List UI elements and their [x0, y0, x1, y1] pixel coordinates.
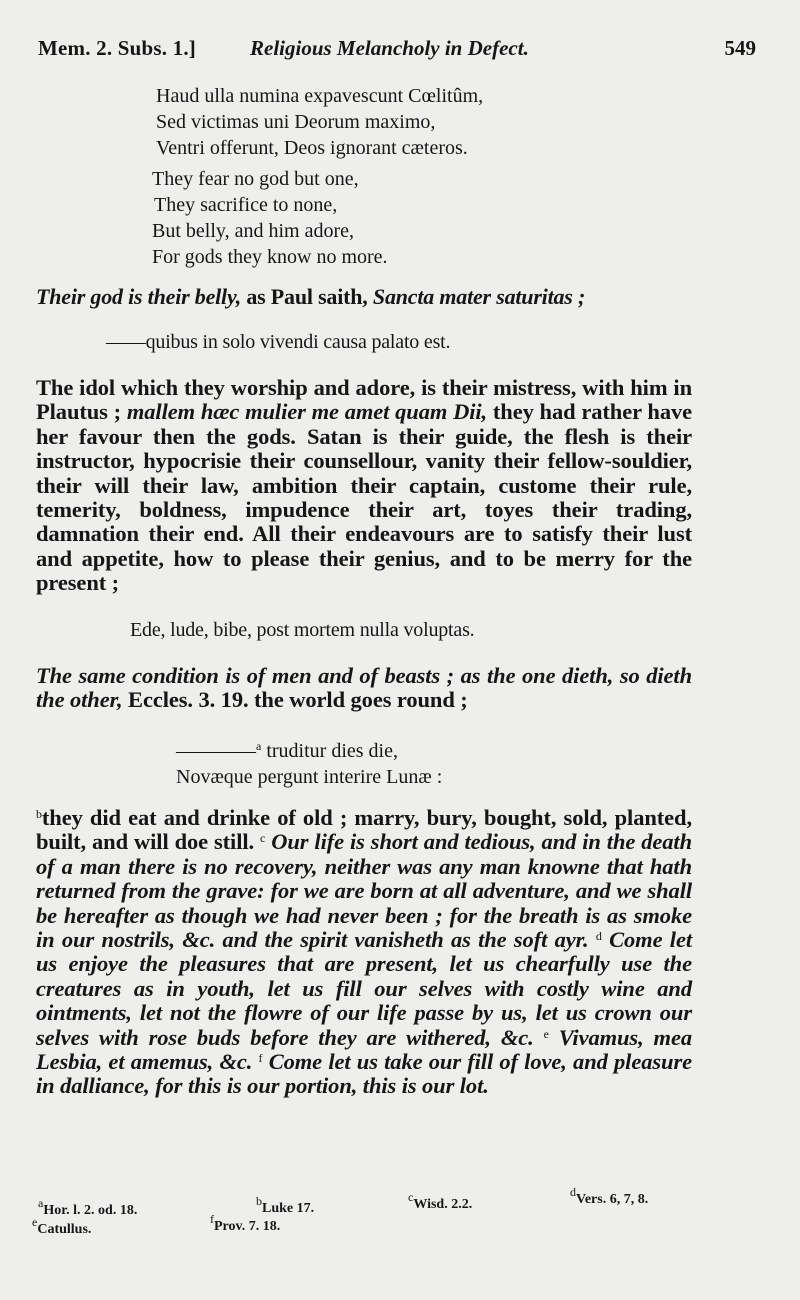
verse-line: [176, 738, 442, 764]
quotation-ede-lude: Ede, lude, bibe, post mortem nulla voluptas.: [130, 619, 475, 641]
paragraph-idol: [36, 376, 692, 596]
footnote-mark: c: [408, 1190, 414, 1204]
footnote-marker: d: [595, 929, 602, 944]
verse-line: Sed victimas uni Deorum maximo,: [156, 111, 436, 133]
verse-line: For gods they know no more.: [152, 246, 388, 268]
plautus-quote: mallem hæc mulier me amet quam Dii,: [126, 399, 488, 425]
verse-dash: ————: [176, 740, 256, 762]
footnote-text: Hor. l. 2. od. 18.: [43, 1203, 138, 1218]
latin-verse: [156, 83, 483, 161]
eccles-ref: Eccles. 3. 19. the world goes round ;: [122, 687, 468, 713]
belly-quote: Their god is their belly,: [36, 284, 242, 309]
footnote-mark: f: [210, 1212, 214, 1226]
wisdom-quote: Come let us enjoye the pleasures that are present, let us chearfully use the creatures as in youth, let us fill our selves with costly wine and ointments, let not the flowre of our life passe by us, let us crown our selves with rose buds before they are withered, &c.: [36, 927, 692, 1050]
verse-line: They fear no god but one,: [152, 168, 359, 190]
footnote-e: [32, 1215, 92, 1238]
horace-verse: [176, 738, 442, 790]
footnote-marker: b: [36, 807, 42, 821]
belly-line: [36, 284, 585, 310]
proverbs-quote: Come let us take our fill of love, and pleasure in dalliance, for this is our portion, this is our lot.: [36, 1049, 692, 1099]
verse-line: Novæque pergunt interire Lunæ :: [176, 766, 443, 788]
running-title: Religious Melancholy in Defect.: [250, 36, 529, 60]
paragraph-eat-drink: [36, 806, 692, 1099]
running-header: [38, 36, 756, 66]
page-number: 549: [724, 36, 756, 60]
paragraph-text: The idol which they worship and adore, is their mistress, with him in Plautus ;: [36, 375, 692, 425]
verse-text: truditur dies die,: [261, 740, 398, 762]
footnote-marker: c: [260, 831, 266, 846]
verse-line: Haud ulla numina expavescunt Cœlitûm,: [156, 85, 484, 107]
catullus-quote: Vivamus, mea Lesbia, et amemus, &c.: [36, 1024, 692, 1075]
footnote-mark: d: [570, 1185, 576, 1199]
footnote-b: [256, 1194, 315, 1217]
paragraph-text: they did eat and drinke of old ; marry, bury, bought, sold, planted, built, and will doe still.: [36, 805, 692, 855]
quotation-palato: ——quibus in solo vivendi causa palato est.: [106, 331, 451, 353]
footnote-text: Wisd. 2.2.: [413, 1197, 473, 1212]
footnote-mark: a: [38, 1196, 44, 1210]
footnote-d: [570, 1185, 649, 1208]
footnote-c: [408, 1190, 473, 1213]
eccles-quote: The same condition is of men and of beasts ; as the one dieth, so dieth the other,: [36, 663, 692, 713]
belly-latin: Sancta mater saturitas ;: [372, 284, 586, 309]
footnote-marker: f: [258, 1051, 263, 1066]
footnote-marker: a: [256, 739, 262, 753]
footnote-a: [38, 1196, 138, 1219]
footnote-mark: b: [256, 1194, 262, 1208]
paragraph-text: they had rather have her favour then the gods. Satan is their guide, the flesh is their instructor, hypocrisie their counsellour, vanity their fellow-souldier, their will their law, ambition their captain, custome their rule, temerity, boldness, impudence their art, toyes their trading, damnation their end. All their endeavours are to satisfy their lust and appetite, how to please their genius, and to be merry for the present ;: [36, 399, 692, 596]
footnote-text: Luke 17.: [262, 1201, 315, 1216]
footnote-marker: e: [543, 1026, 549, 1041]
section-reference: Mem. 2. Subs. 1.]: [38, 36, 196, 60]
belly-text: as Paul saith,: [241, 284, 373, 309]
english-verse: [152, 166, 388, 270]
footnote-text: Prov. 7. 18.: [214, 1219, 281, 1234]
wisdom-quote: Our life is short and tedious, and in the death of a man there is no recovery, neither was any man knowne that hath returned from the grave: for we are born at all adventure, and we shall be hereafter as though we had never been ; for the breath is as smoke in our nostrils, &c. and the spirit vanisheth as the soft ayr.: [36, 829, 692, 953]
footnote-text: Vers. 6, 7, 8.: [576, 1192, 649, 1207]
verse-line: But belly, and him adore,: [152, 220, 354, 242]
verse-line: They sacrifice to none,: [154, 194, 338, 216]
footnote-f: [210, 1212, 281, 1235]
paragraph-eccles: [36, 664, 692, 713]
footnote-mark: e: [32, 1215, 38, 1229]
verse-line: Ventri offerunt, Deos ignorant cæteros.: [156, 137, 468, 159]
footnote-text: Catullus.: [37, 1222, 92, 1237]
